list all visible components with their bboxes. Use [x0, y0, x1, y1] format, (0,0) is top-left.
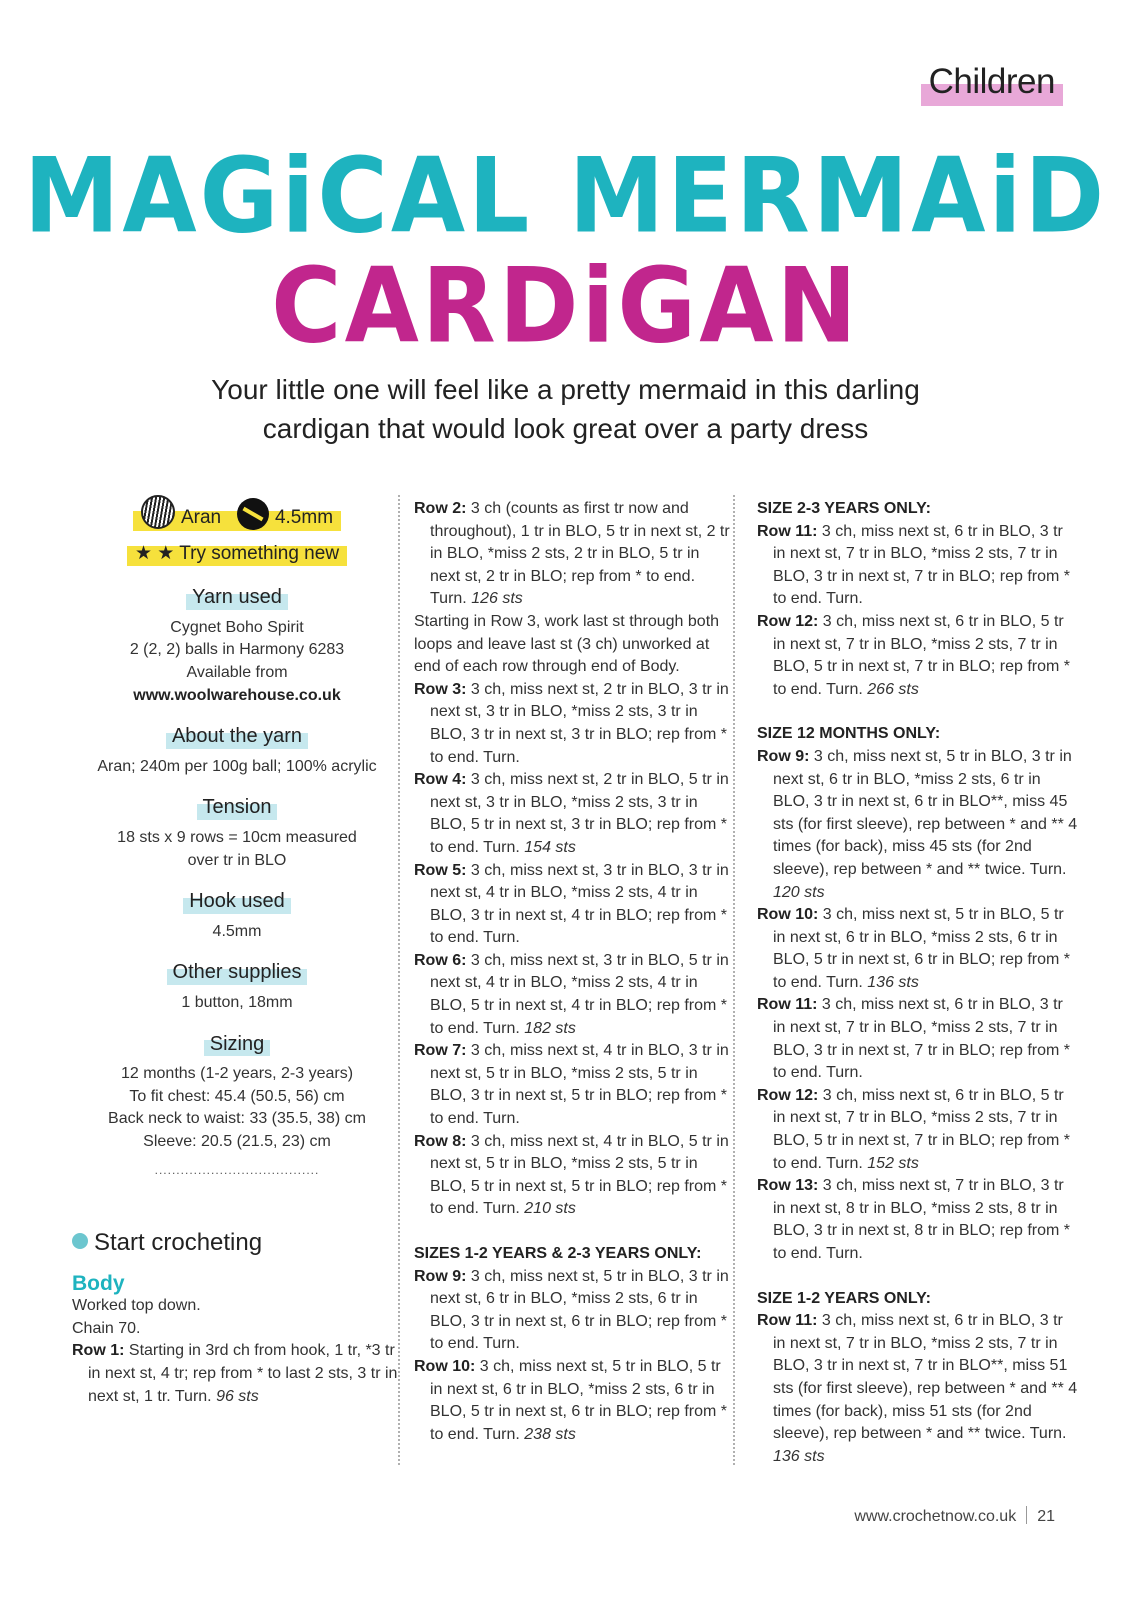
row-7: [414, 1040, 732, 1130]
standfirst-line-1: Your little one will feel like a pretty mermaid in this darling: [211, 374, 920, 405]
row-8: [414, 1131, 732, 1221]
row-label: Row 11:: [757, 1312, 818, 1330]
row-11: [757, 521, 1079, 611]
yarn-dot-icon: [72, 1233, 88, 1249]
hook-section: [72, 890, 402, 943]
sizing-line-1: 12 months (1-2 years, 2-3 years): [120, 1065, 354, 1083]
row-text: 3 ch, miss next st, 5 tr in BLO, 5 tr in next st, 6 tr in BLO, *miss 2 sts, 6 tr in BLO, 5 tr in next st, 6 tr in BLO; rep from * to end. Turn.: [773, 906, 1070, 991]
other-supplies-heading: Other supplies: [172, 961, 302, 984]
hook-size: 4.5mm: [274, 507, 334, 528]
row-text: 3 ch, miss next st, 3 tr in BLO, 5 tr in next st, 4 tr in BLO, *miss 2 sts, 4 tr in BLO, 5 tr in next st, 4 tr in BLO; rep from * to end. Turn.: [430, 951, 729, 1037]
row-label: Row 13:: [757, 1177, 819, 1195]
yarn-available: Available from: [186, 663, 288, 681]
row-label: Row 6:: [414, 951, 467, 969]
row-text: 3 ch, miss next st, 6 tr in BLO, 5 tr in next st, 7 tr in BLO, *miss 2 sts, 7 tr in BLO, 5 tr in next st, 7 tr in BLO; rep from * to end. Turn.: [773, 612, 1070, 698]
row-1: [72, 1340, 402, 1408]
row-11: [757, 994, 1079, 1084]
row-5: [414, 860, 732, 950]
row-count: 136 sts: [773, 1447, 825, 1465]
sizing-line-2: To fit chest: 45.4 (50.5, 56) cm: [129, 1087, 345, 1105]
row-label: Row 5:: [414, 861, 467, 879]
standfirst-line-2: cardigan that would look great over a party dress: [262, 413, 869, 444]
pattern-column-2: [414, 498, 732, 1446]
difficulty-badge: [135, 543, 339, 567]
row-label: Row 10:: [414, 1357, 476, 1375]
title-line-1: MAGiCAL MERMAiD: [23, 135, 1108, 257]
row-text: 3 ch, miss next st, 4 tr in BLO, 5 tr in next st, 5 tr in BLO, *miss 2 sts, 5 tr in BLO, 5 tr in next st, 5 tr in BLO; rep from * to end. Turn.: [430, 1132, 729, 1218]
sidebar: [72, 495, 402, 1408]
start-crocheting-heading: [72, 1229, 402, 1257]
footer-url[interactable]: www.crochetnow.co.uk: [854, 1508, 1017, 1525]
sizing-line-3: Back neck to waist: 33 (35.5, 38) cm: [108, 1110, 366, 1128]
row-10: [757, 904, 1079, 994]
row-12: [757, 1085, 1079, 1175]
crochet-hook-icon: [237, 498, 269, 530]
size-12-months-heading: SIZE 12 MONTHS ONLY:: [757, 725, 941, 743]
sizing-line-4: Sleeve: 20.5 (21.5, 23) cm: [143, 1132, 331, 1150]
row-count: 120 sts: [773, 883, 825, 901]
yarn-weight: Aran: [180, 507, 222, 528]
yarn-used-section: [72, 586, 402, 707]
row-count: 152 sts: [867, 1154, 919, 1172]
sizing-section: [72, 1033, 402, 1183]
row-text: 3 ch, miss next st, 2 tr in BLO, 5 tr in next st, 3 tr in BLO, *miss 2 sts, 3 tr in BLO, 5 tr in next st, 3 tr in BLO; rep from * to end. Turn.: [430, 771, 729, 856]
row-2: [414, 498, 732, 611]
yarn-ball-icon: [141, 495, 175, 529]
row-text: 3 ch, miss next st, 5 tr in BLO, 5 tr in next st, 6 tr in BLO, *miss 2 sts, 6 tr in BLO, 5 tr in next st, 6 tr in BLO; rep from * to end. Turn.: [430, 1357, 727, 1443]
row-count: 136 sts: [867, 973, 919, 991]
row-label: Row 9:: [414, 1267, 467, 1285]
sizing-heading: Sizing: [209, 1032, 265, 1055]
row-text: 3 ch, miss next st, 6 tr in BLO, 3 tr in next st, 7 tr in BLO, *miss 2 sts, 7 tr in BLO, 3 tr in next st, 7 tr in BLO; rep from * to end. Turn.: [773, 522, 1070, 608]
row-label: Row 11:: [757, 522, 818, 540]
row-3: [414, 679, 732, 769]
row-label: Row 4:: [414, 771, 467, 789]
row-text: Starting in 3rd ch from hook, 1 tr, *3 tr in next st, 4 tr; rep from * to last 2 sts, 3 tr in next st, 1 tr. Turn.: [88, 1342, 398, 1405]
tension-line-2: over tr in BLO: [187, 851, 287, 869]
row-label: Row 8:: [414, 1132, 467, 1150]
tension-section: [72, 796, 402, 872]
row-label: Row 2:: [414, 500, 467, 517]
column-divider-2: [733, 495, 735, 1465]
yarn-used-heading: Yarn used: [192, 586, 282, 609]
yarn-url[interactable]: www.woolwarehouse.co.uk: [133, 686, 341, 704]
star-icon: ★ ★: [134, 542, 175, 564]
row-9: [414, 1266, 732, 1356]
row-4: [414, 769, 732, 859]
body-note-2: Chain 70.: [72, 1319, 141, 1337]
row-12: [757, 611, 1079, 701]
row-text: 3 ch, miss next st, 6 tr in BLO, 3 tr in next st, 7 tr in BLO, *miss 2 sts, 7 tr in BLO, 3 tr in next st, 7 tr in BLO; rep from * to end. Turn.: [773, 996, 1070, 1082]
body-note-1: Worked top down.: [72, 1297, 201, 1315]
about-yarn-section: [72, 725, 402, 778]
hook-heading: Hook used: [189, 890, 285, 913]
row-label: Row 3:: [414, 680, 467, 698]
row-count: 266 sts: [867, 680, 919, 698]
row-6: [414, 950, 732, 1040]
row-count: 182 sts: [524, 1019, 576, 1037]
row-text: 3 ch, miss next st, 5 tr in BLO, 3 tr in next st, 6 tr in BLO, *miss 2 sts, 6 tr in BLO, 3 tr in next st, 6 tr in BLO; rep from * to end. Turn.: [430, 1267, 729, 1353]
row-label: Row 11:: [757, 996, 818, 1014]
row-text: 3 ch, miss next st, 2 tr in BLO, 3 tr in next st, 3 tr in BLO, *miss 2 sts, 3 tr in BLO, 3 tr in next st, 3 tr in BLO; rep from * to end. Turn.: [430, 680, 729, 766]
pattern-column-3: [757, 498, 1079, 1468]
row-count: 238 sts: [524, 1425, 576, 1443]
row-text: 3 ch, miss next st, 7 tr in BLO, 3 tr in next st, 8 tr in BLO, *miss 2 sts, 8 tr in BLO, 3 tr in next st, 8 tr in BLO; rep from * to end. Turn.: [773, 1177, 1070, 1262]
section-tag: [929, 62, 1055, 102]
row-count: 210 sts: [524, 1200, 576, 1218]
tension-heading: Tension: [202, 796, 272, 819]
row-13: [757, 1175, 1079, 1265]
row-label: Row 1:: [72, 1342, 125, 1360]
row-text: 3 ch, miss next st, 3 tr in BLO, 3 tr in next st, 4 tr in BLO, *miss 2 sts, 4 tr in BLO, 3 tr in next st, 4 tr in BLO; rep from * to end. Turn.: [430, 861, 729, 947]
footer: [854, 1506, 1055, 1526]
standfirst: [150, 370, 981, 448]
start-heading-text: Start crocheting: [94, 1229, 263, 1257]
row-label: Row 12:: [757, 612, 819, 630]
row-text: 3 ch, miss next st, 6 tr in BLO, 5 tr in next st, 7 tr in BLO, *miss 2 sts, 7 tr in BLO, 5 tr in next st, 7 tr in BLO; rep from * to end. Turn.: [773, 1086, 1070, 1172]
row-text: 3 ch (counts as first tr now and throughout), 1 tr in BLO, 5 tr in next st, 2 tr in BLO, *miss 2 sts, 2 tr in BLO, 5 tr in next st, 2 tr in BLO; rep from * to end. Turn.: [430, 500, 730, 608]
row-count: 126 sts: [471, 590, 523, 608]
row-count: 154 sts: [524, 838, 576, 856]
row-10: [414, 1356, 732, 1446]
about-yarn-text: Aran; 240m per 100g ball; 100% acrylic: [97, 757, 377, 775]
page-number: 21: [1037, 1508, 1055, 1525]
size-2-3-heading: SIZE 2-3 YEARS ONLY:: [757, 500, 931, 517]
row-count: 96 sts: [216, 1387, 259, 1405]
hook-text: 4.5mm: [212, 922, 262, 940]
yarn-name: Cygnet Boho Spirit: [170, 618, 304, 636]
tension-line-1: 18 sts x 9 rows = 10cm measured: [117, 828, 357, 846]
body-heading: Body: [72, 1271, 125, 1295]
row-label: Row 7:: [414, 1042, 467, 1060]
dotted-separator: ......................................: [154, 1163, 320, 1178]
title-line-2: CARDiGAN: [271, 245, 860, 367]
yarn-quantity: 2 (2, 2) balls in Harmony 6283: [129, 641, 345, 659]
row-label: Row 9:: [757, 747, 810, 765]
other-supplies-text: 1 button, 18mm: [181, 993, 293, 1011]
row-text: 3 ch, miss next st, 6 tr in BLO, 3 tr in next st, 7 tr in BLO, *miss 2 sts, 7 tr in BLO, 3 tr in next st, 7 tr in BLO**, miss 51 sts (for first sleeve), rep between * and ** 4 times (for back), miss 51 sts (for 2nd sleeve), rep between * and ** twice. Turn.: [773, 1312, 1078, 1443]
other-supplies-section: [72, 961, 402, 1014]
row-3-note: Starting in Row 3, work last st through both loops and leave last st (3 ch) unworked at end of each row through end of Body.: [414, 612, 720, 676]
row-9: [757, 746, 1079, 904]
difficulty-label: Try something new: [179, 542, 340, 564]
row-text: 3 ch, miss next st, 4 tr in BLO, 3 tr in next st, 5 tr in BLO, *miss 2 sts, 5 tr in BLO, 3 tr in next st, 5 tr in BLO; rep from * to end. Turn.: [430, 1042, 729, 1128]
yarn-hook-badge: [141, 495, 333, 531]
sizes-heading: SIZES 1-2 YEARS & 2-3 YEARS ONLY:: [414, 1245, 702, 1262]
section-label: Children: [928, 62, 1055, 101]
row-11: [757, 1310, 1079, 1468]
about-yarn-heading: About the yarn: [171, 725, 303, 748]
size-1-2-heading: SIZE 1-2 YEARS ONLY:: [757, 1289, 931, 1307]
row-label: Row 10:: [757, 906, 819, 924]
row-label: Row 12:: [757, 1086, 819, 1104]
row-text: 3 ch, miss next st, 5 tr in BLO, 3 tr in next st, 6 tr in BLO, *miss 2 sts, 6 tr in BLO, 3 tr in next st, 6 tr in BLO**, miss 45 sts (for first sleeve), rep between * and ** 4 times (for back), miss 45 sts (for 2nd sleeve), rep between * and ** twice. Turn.: [773, 747, 1078, 878]
